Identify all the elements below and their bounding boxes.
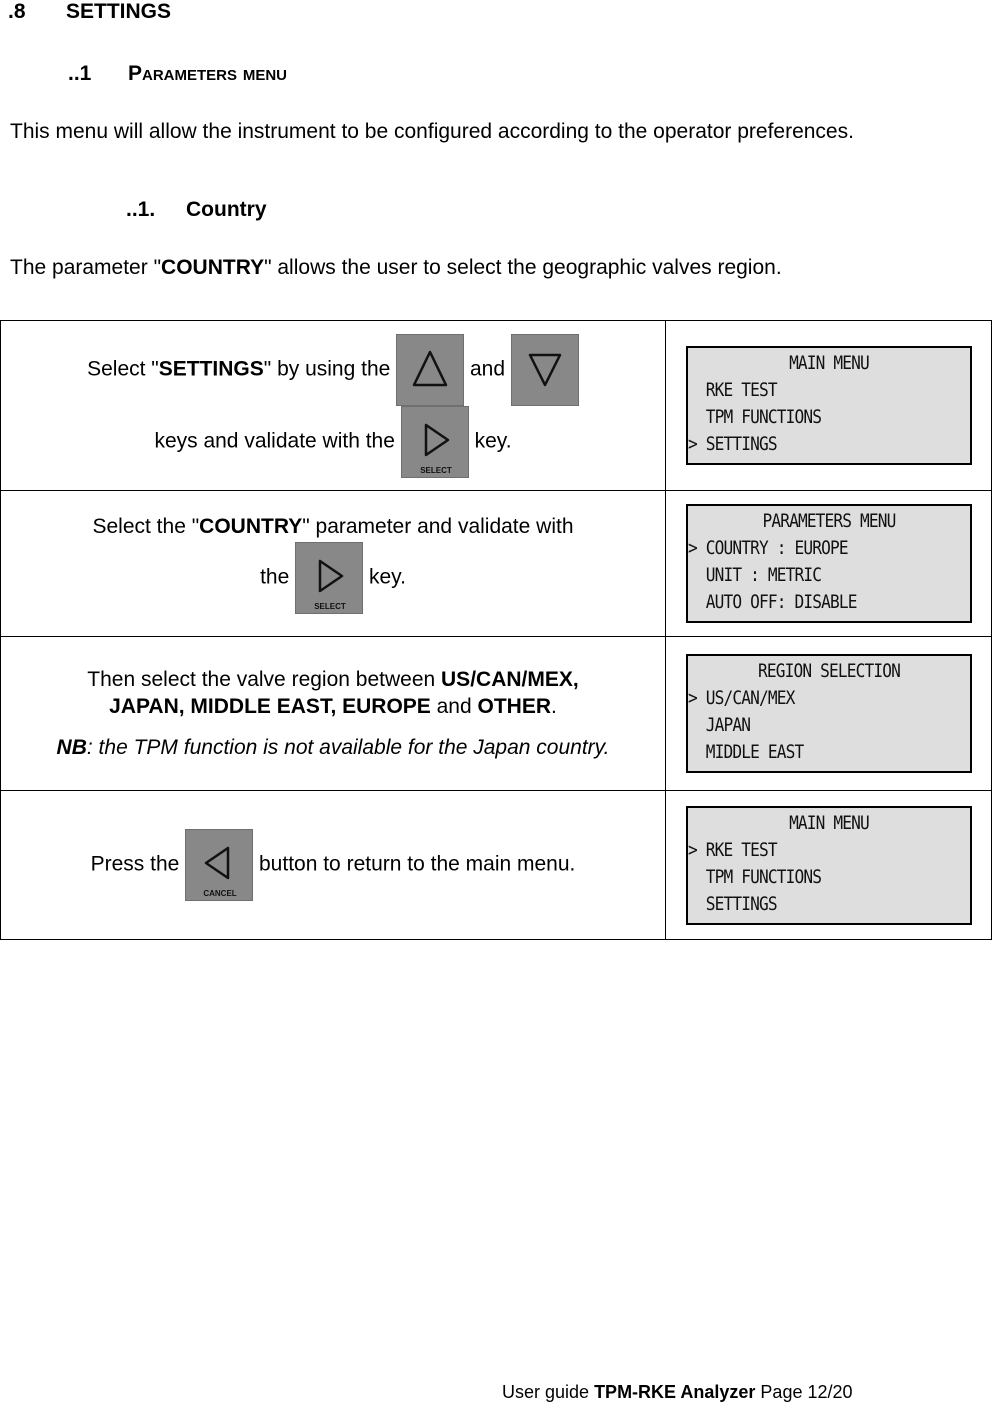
steps-table — [0, 320, 992, 940]
step-text: the — [260, 565, 296, 589]
footer-text: User guide — [502, 1382, 595, 1402]
lcd-row: > RKE TEST — [687, 838, 777, 861]
lcd-row: TPM FUNCTIONS — [687, 406, 821, 428]
subsection-title: Parameters menu — [128, 62, 288, 85]
lcd-row: JAPAN — [687, 714, 750, 736]
select-key-icon — [295, 542, 363, 614]
step-text: and — [464, 357, 511, 381]
subsubsection-heading — [126, 198, 267, 222]
country-text-pre: The parameter " — [10, 256, 162, 279]
country-text-post: " allows the user to select the geographic valves region. — [264, 256, 782, 279]
step-instruction — [1, 491, 666, 637]
section-heading — [8, 0, 171, 24]
select-key-label: SELECT — [419, 465, 452, 475]
country-keyword: COUNTRY — [161, 256, 265, 279]
nb-label: NB — [56, 736, 87, 759]
subsubsection-title: Country — [186, 198, 267, 221]
step-text: Then select the valve region between — [87, 668, 442, 691]
select-key-label: SELECT — [314, 602, 346, 611]
lcd-row: MIDDLE EAST — [687, 741, 803, 763]
step-text: " by using the — [263, 357, 397, 381]
step-instruction — [1, 321, 666, 491]
section-title: SETTINGS — [66, 0, 172, 23]
country-paragraph — [10, 254, 907, 281]
lcd-row: > SETTINGS — [687, 433, 777, 455]
page-footer — [502, 1382, 853, 1403]
step-instruction — [1, 791, 666, 940]
step-screen-cell — [666, 791, 992, 940]
lcd-screen — [686, 504, 972, 623]
step-instruction — [1, 637, 666, 791]
step-text: and — [430, 695, 478, 718]
nb-text: : the TPM function is not available for the Japan country. — [86, 736, 610, 759]
down-key-icon — [511, 334, 579, 406]
step-text: Select " — [87, 357, 159, 381]
lcd-row: UNIT : METRIC — [687, 564, 821, 586]
step-text: key. — [363, 565, 406, 589]
step-keyword: COUNTRY — [199, 515, 303, 538]
lcd-row: > US/CAN/MEX — [687, 687, 794, 709]
lcd-row: > COUNTRY : EUROPE — [687, 537, 848, 559]
lcd-title: MAIN MENU — [788, 811, 869, 834]
subsection-number: ..1 — [68, 62, 92, 85]
lcd-title: REGION SELECTION — [757, 660, 900, 682]
step-screen-cell — [666, 491, 992, 637]
step-keyword: SETTINGS — [158, 357, 264, 381]
footer-product: TPM-RKE Analyzer — [594, 1382, 756, 1402]
step-text: Press the — [90, 852, 186, 876]
lcd-row: AUTO OFF: DISABLE — [687, 591, 857, 613]
cancel-key-label: CANCEL — [203, 889, 237, 898]
step-text: " parameter and validate with — [302, 515, 574, 538]
step-screen-cell — [666, 321, 992, 491]
step-row — [1, 321, 992, 491]
lcd-title: MAIN MENU — [788, 352, 869, 374]
up-key-icon — [396, 334, 464, 406]
step-keyword: JAPAN, MIDDLE EAST, EUROPE — [109, 695, 431, 718]
footer-page: Page 12/20 — [755, 1382, 853, 1402]
subsection-heading — [68, 62, 287, 86]
lcd-screen — [686, 806, 972, 925]
section-number: .8 — [8, 0, 26, 23]
step-text: button to return to the main menu. — [253, 852, 576, 876]
lcd-row: RKE TEST — [687, 379, 777, 401]
lcd-row: SETTINGS — [687, 892, 777, 915]
step-row — [1, 791, 992, 940]
lcd-screen — [686, 346, 972, 465]
step-text: Select the " — [92, 515, 200, 538]
step-text: keys and validate with the — [154, 429, 401, 453]
lcd-screen — [686, 654, 972, 773]
lcd-title: PARAMETERS MENU — [761, 510, 896, 532]
step-keyword: US/CAN/MEX, — [441, 668, 579, 691]
step-keyword: OTHER — [477, 695, 552, 718]
cancel-key-icon — [185, 829, 253, 901]
intro-paragraph: This menu will allow the instrument to be configured according to the operator preferences. — [10, 120, 854, 143]
step-text: key. — [468, 429, 512, 453]
step-screen-cell — [666, 637, 992, 791]
step-row — [1, 491, 992, 637]
lcd-row: TPM FUNCTIONS — [687, 865, 821, 888]
step-text: . — [551, 695, 557, 718]
step-row — [1, 637, 992, 791]
select-key-icon — [401, 406, 469, 478]
subsubsection-number: ..1. — [126, 198, 156, 221]
